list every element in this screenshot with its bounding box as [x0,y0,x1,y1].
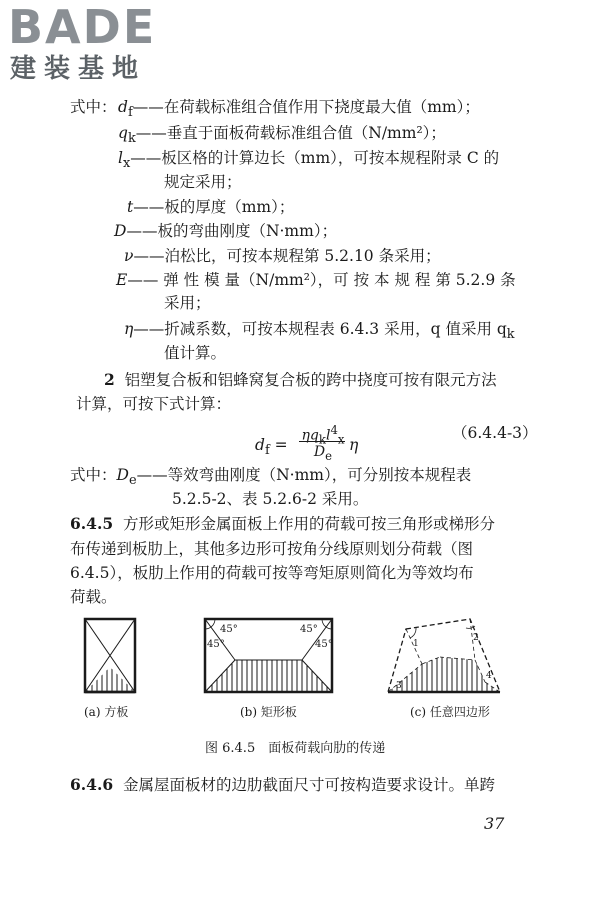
section-number: 6.4.5 [70,514,114,533]
clause-number: 2 [104,370,115,389]
section-6-4-6-line: 6.4.6 金属屋面板材的边肋截面尺寸可按构造要求设计。单跨 [70,775,496,794]
definition-item: η——折减系数，可按本规程表 6.4.3 采用，q 值采用 $q_k$ [124,320,515,343]
caption-square: (a) 方板 [84,705,129,719]
definition-item: t——板的厚度（mm）； [127,198,295,216]
logo-subtitle: 建装基地 [10,54,147,84]
definition-item: $q_k——$垂直于面板荷载标准组合值（N/mm²）； [118,124,446,147]
clause-2-line1: 2 铝塑复合板和铝蜂窝复合板的跨中挠度可按有限元方法 [104,370,497,389]
sector-label: 4 [486,671,492,681]
section-6-4-5-line: 6.4.5），板肋上作用的荷载可按等弯矩原则简化为等效均布 [70,564,474,582]
definition-item: D——板的弯曲刚度（N·mm）； [114,222,338,240]
definition-continuation: 采用； [164,294,211,312]
angle-label: 45° [315,639,333,650]
sector-label: 2 [473,633,479,643]
definition-item: ν——泊松比，可按本规程第 5.2.10 条采用； [124,247,441,265]
figure-square-panel [85,619,135,692]
definition-continuation: 规定采用； [164,173,242,191]
section-6-4-5-line: 荷载。 [70,588,117,606]
caption-quadrilateral: (c) 任意四边形 [410,705,490,719]
formula-numerator: $\eta q_kl^4_x$ [301,423,345,447]
definition-item: E—— 弹 性 模 量（N/mm²），可 按 本 规 程 第 5.2.9 条 [116,271,516,289]
angle-label: 45° [207,639,225,650]
angle-label: 45° [300,624,318,635]
formula-lhs: $d_f$ = [255,436,288,459]
formula-factor: η [349,436,359,454]
definition-de: 式中：$D_e——$等效弯曲刚度（N·mm），可分别按本规程表 [70,466,472,489]
clause-2-line2: 计算，可按下式计算： [76,395,232,413]
definition-item: $d_f——$在荷载标准组合值作用下挠度最大值（mm）； [118,98,480,121]
figure-title: 图 6.4.5 面板荷载向肋的传递 [205,741,386,756]
definition-continuation: 值计算。 [164,344,227,362]
angle-label: 45° [220,624,238,635]
figure-quadrilateral-panel [388,619,500,692]
sector-label: 3 [396,681,402,691]
definitions-intro: 式中： [70,98,117,116]
section-6-4-5-line: 布传递到板肋上，其他多边形可按角分线原则划分荷载（图 [70,540,474,558]
formula-denominator: $D_e$ [313,444,333,463]
definition-item: $l_x——$板区格的计算边长（mm），可按本规程附录 C 的 [118,149,500,172]
fraction-bar [299,441,345,442]
logo-wordmark: BADE [8,0,157,54]
sector-label: 1 [413,639,419,649]
page-number: 37 [484,814,505,833]
section-6-4-5-line: 6.4.5 方形或矩形金属面板上作用的荷载可按三角形或梯形分 [70,514,496,533]
section-number: 6.4.6 [70,775,114,794]
logo [8,0,178,96]
formula-number: （6.4.4-3） [452,424,538,442]
figure-6-4-5 [70,612,540,742]
caption-rectangle: (b) 矩形板 [240,705,297,719]
definition-continuation: 5.2.5-2、表 5.2.6-2 采用。 [172,490,369,508]
figure-rectangular-panel [205,619,333,692]
